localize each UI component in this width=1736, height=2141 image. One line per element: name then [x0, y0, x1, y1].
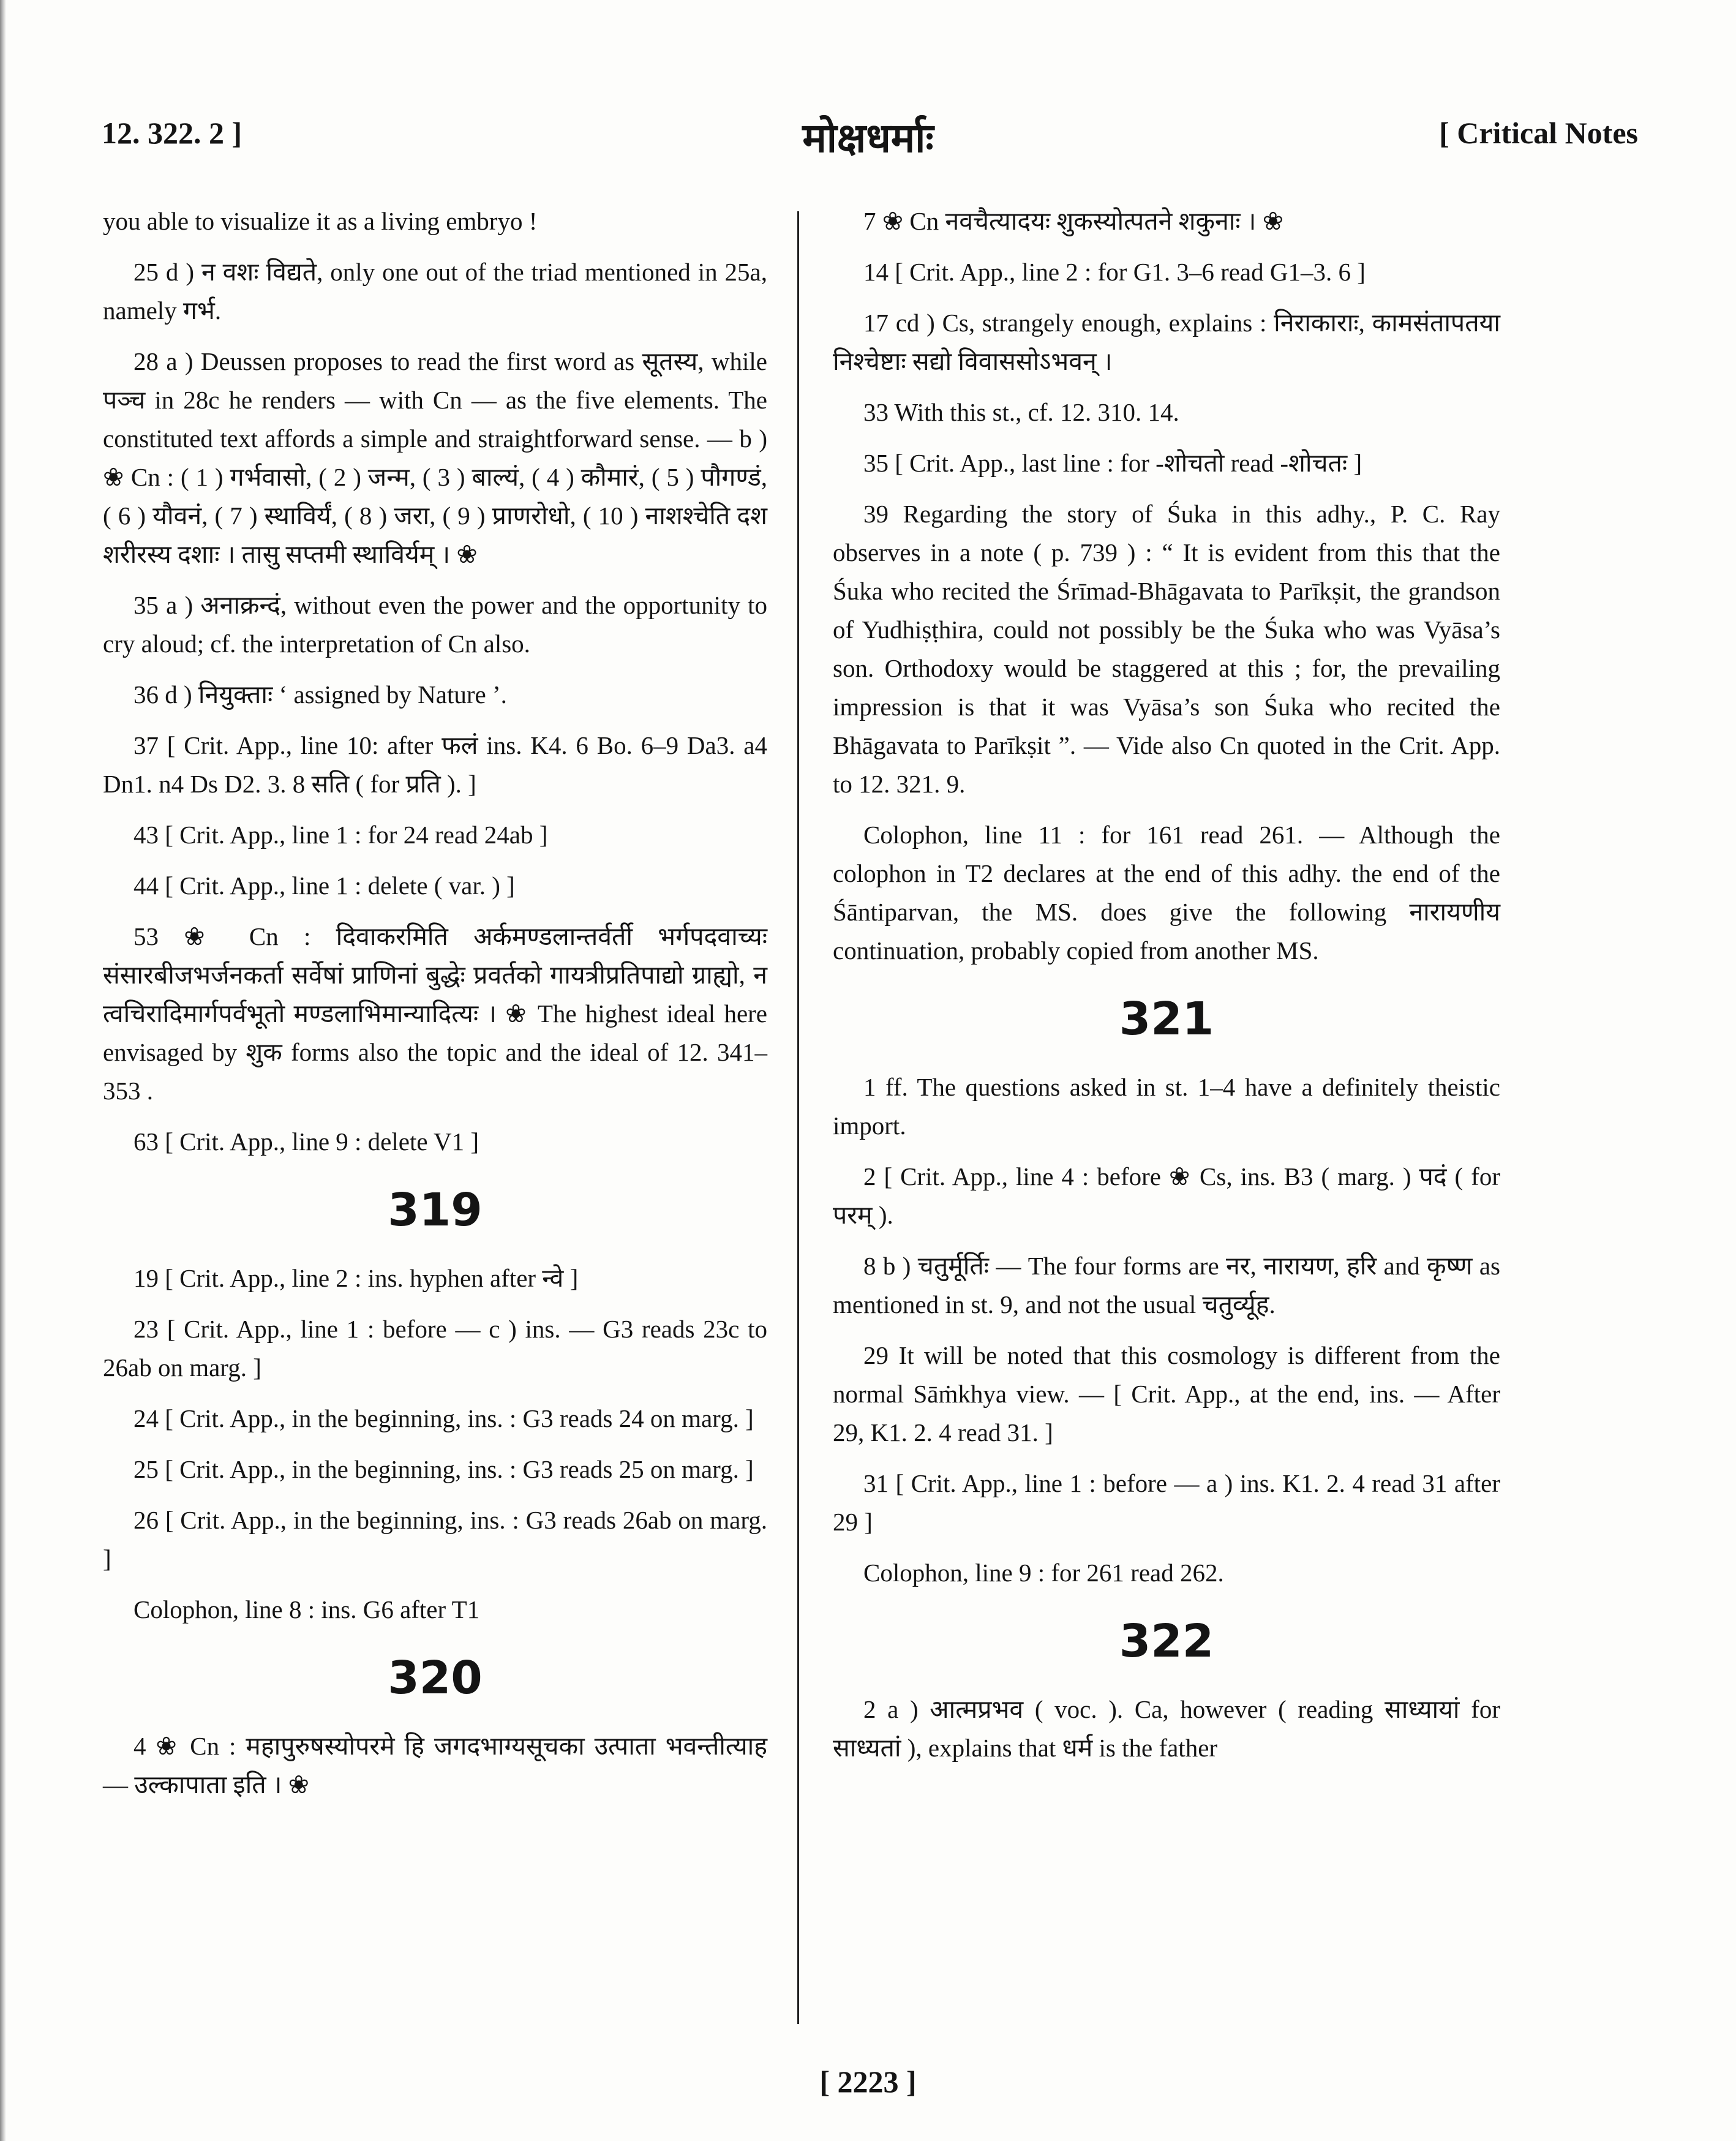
note-paragraph: 4 ❀ Cn : महापुरुषस्योपरमे हि जगदभाग्यसूचका उत्पाता भवन्तीत्याह — उल्कापाता इति । ❀: [103, 1732, 767, 1799]
note-paragraph: 36 d ) नियुक्ताः ‘ assigned by Nature ’.: [133, 680, 507, 709]
section-heading: 319: [388, 1184, 483, 1236]
note-paragraph: 43 [ Crit. App., line 1 : for 24 read 24ab ]: [133, 821, 548, 849]
note-paragraph: 24 [ Crit. App., in the beginning, ins. : G3 reads 24 on marg. ]: [133, 1404, 754, 1432]
note-paragraph: Colophon, line 8 : ins. G6 after T1: [133, 1595, 480, 1624]
note-paragraph: 35 a ) अनाक्रन्दं, without even the power and the opportunity to cry aloud; cf. the interpretation of Cn also.: [103, 591, 767, 658]
note-paragraph: 26 [ Crit. App., in the beginning, ins. : G3 reads 26ab on marg. ]: [103, 1506, 767, 1573]
section-heading: 322: [1119, 1615, 1214, 1668]
note-paragraph: 37 [ Crit. App., line 10: after फलं ins. K4. 6 Bo. 6–9 Da3. a4 Dn1. n4 Ds D2. 3. 8 सति ( for प्रति ). ]: [103, 731, 767, 798]
note-paragraph: 1 ff. The questions asked in st. 1–4 have a definitely theistic import.: [833, 1073, 1500, 1140]
note-paragraph: 31 [ Crit. App., line 1 : before — a ) ins. K1. 2. 4 read 31 after 29 ]: [833, 1469, 1500, 1536]
note-paragraph: 2 [ Crit. App., line 4 : before ❀ Cs, ins. B3 ( marg. ) पदं ( for परम् ).: [833, 1162, 1500, 1229]
note-paragraph: Colophon, line 9 : for 261 read 262.: [863, 1559, 1224, 1587]
left-column: [103, 202, 767, 1816]
note-paragraph: 28 a ) Deussen proposes to read the first word as सूतस्य, while पञ्च in 28c he renders — with Cn — as the five elements. The constituted text affords a simple and straightforward sense. — b ) ❀ Cn : ( 1 ) गर्भवासो, ( 2 ) जन्म, ( 3 ) बाल्यं, ( 4 ) कौमारं, ( 5 ) पौगण्डं, ( 6 ) यौवनं, ( 7 ) स्थाविर्यं, ( 8 ) जरा, ( 9 ) प्राणरोधो, ( 10 ) नाशश्चेति दश शरीरस्य दशाः । तासु सप्तमी स्थाविर्यम् । ❀: [103, 347, 767, 568]
header-title: मोक्षधर्माः: [802, 115, 934, 162]
note-paragraph: 39 Regarding the story of Śuka in this adhy., P. C. Ray observes in a note ( p. 739 ) : “ It is evident from this that the Śuka who recited the Śrīmad-Bhāgavata to Parīkṣit, the grandson of Yudhiṣṭhira, could not possibly be the Śuka who was Vyāsa’s son. Orthodoxy would be staggered at this ; for, the prevailing impression is that it was Vyāsa’s son Śuka who recited the Bhāgavata to Parīkṣit ”. — Vide also Cn quoted in the Crit. App. to 12. 321. 9.: [833, 500, 1500, 798]
note-paragraph: 25 d ) न वशः विद्यते, only one out of the triad mentioned in 25a, namely गर्भ.: [103, 258, 767, 325]
note-paragraph: 25 [ Crit. App., in the beginning, ins. : G3 reads 25 on marg. ]: [133, 1455, 754, 1483]
note-paragraph: 14 [ Crit. App., line 2 : for G1. 3–6 read G1–3. 6 ]: [863, 258, 1366, 286]
page-number: [ 2223 ]: [819, 2064, 917, 2099]
header-section: [ Critical Notes: [1439, 116, 1638, 150]
note-paragraph: 44 [ Crit. App., line 1 : delete ( var. ) ]: [133, 871, 515, 900]
note-paragraph: 2 a ) आत्मप्रभव ( voc. ). Ca, however ( reading साध्यायां for साध्यतां ), explains that धर्म is the father: [833, 1695, 1500, 1762]
page-edge: [0, 0, 6, 2141]
page-header: [98, 104, 1638, 171]
section-heading: 321: [1119, 993, 1214, 1045]
note-paragraph: 8 b ) चतुर्मूर्तिः — The four forms are नर, नारायण, हरि and कृष्ण as mentioned in st. 9, and not the usual चतुर्व्यूह.: [833, 1252, 1500, 1319]
note-paragraph: 19 [ Crit. App., line 2 : ins. hyphen after न्वे ]: [133, 1264, 579, 1292]
note-paragraph: 53 ❀ Cn : दिवाकरमिति अर्कमण्डलान्तर्वर्ती भर्गपदवाच्यः संसारबीजभर्जनकर्ता सर्वेषां प्राणिनां बुद्धेः प्रवर्तको गायत्रीप्रतिपाद्यो ग्राह्यो, न त्वचिरादिमार्गपर्वभूतो मण्डलाभिमान्यादित्यः । ❀ The highest ideal here envisaged by शुक forms also the topic and the ideal of 12. 341–353 .: [103, 922, 767, 1105]
right-column: [833, 202, 1500, 1780]
section-heading: 320: [388, 1652, 483, 1704]
note-paragraph: 23 [ Crit. App., line 1 : before — c ) ins. — G3 reads 23c to 26ab on marg. ]: [103, 1315, 767, 1382]
note-paragraph: 29 It will be noted that this cosmology is different from the normal Sāṁkhya view. — [ Crit. App., at the end, ins. — After 29, K1. 2. 4 read 31. ]: [833, 1341, 1500, 1447]
note-paragraph: 63 [ Crit. App., line 9 : delete V1 ]: [133, 1127, 479, 1156]
note-paragraph: Colophon, line 11 : for 161 read 261. — Although the colophon in T2 declares at the end of this adhy. the end of the Śāntiparvan, the MS. does give the following नारायणीय continuation, probably copied from another MS.: [833, 821, 1500, 965]
note-paragraph: 33 With this st., cf. 12. 310. 14.: [863, 398, 1179, 426]
note-paragraph: 35 [ Crit. App., last line : for -शोचतो read -शोचतः ]: [863, 449, 1362, 477]
note-paragraph: 17 cd ) Cs, strangely enough, explains : निराकाराः, कामसंतापतया निश्चेष्टाः सद्यो विवाससोऽभवन् ।: [833, 309, 1500, 375]
note-paragraph: 7 ❀ Cn नवचैत्यादयः शुकस्योत्पतने शकुनाः । ❀: [863, 207, 1284, 235]
column-divider: [797, 211, 799, 2024]
header-reference: 12. 322. 2 ]: [102, 116, 242, 150]
note-paragraph: you able to visualize it as a living embryo !: [103, 207, 538, 235]
